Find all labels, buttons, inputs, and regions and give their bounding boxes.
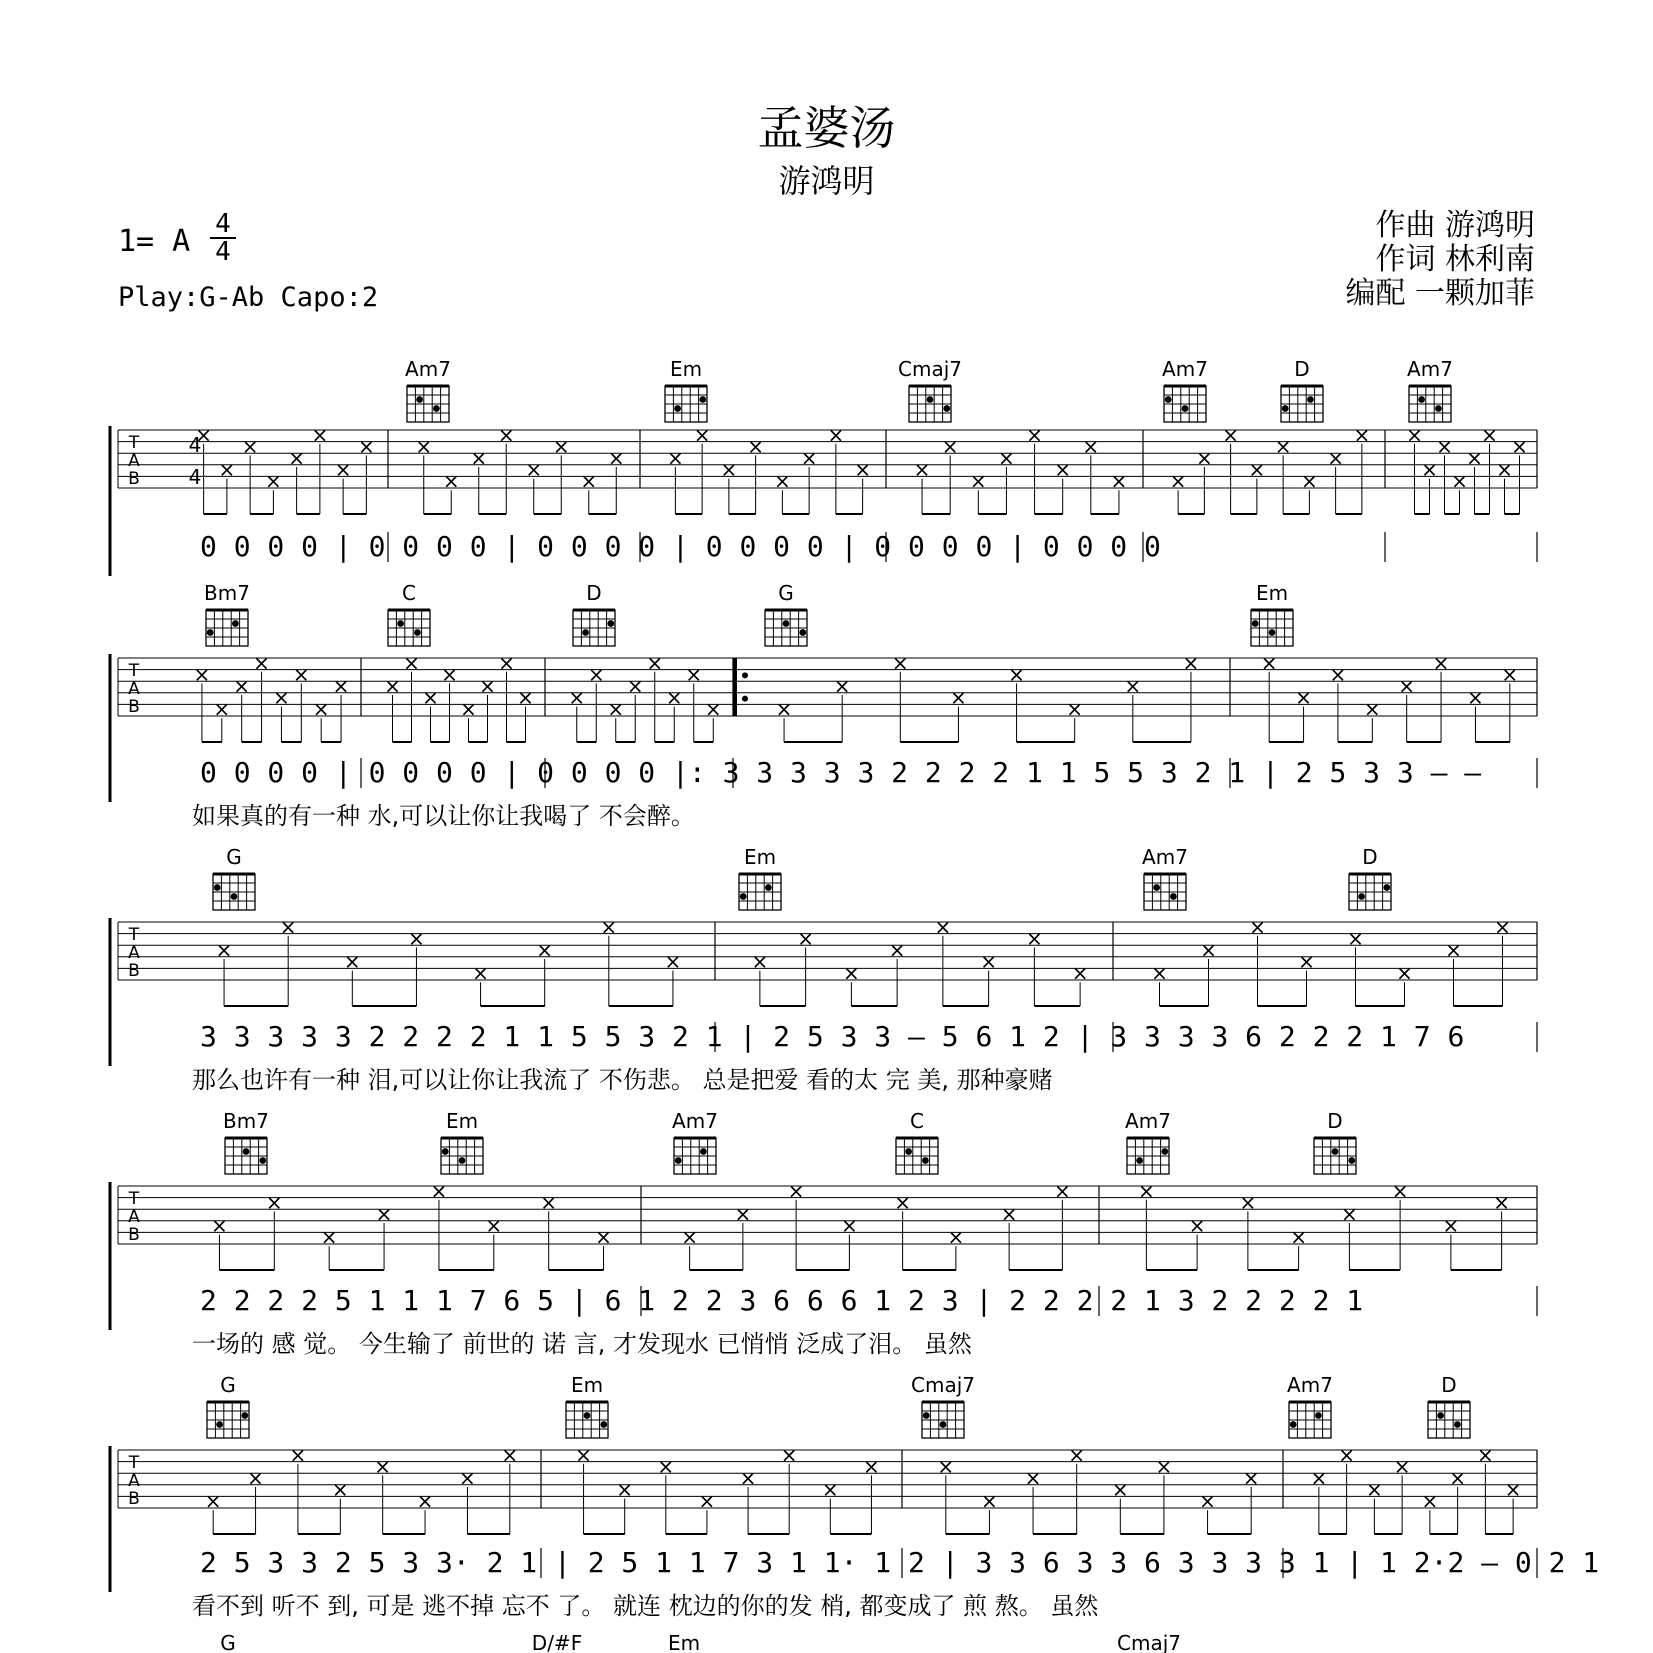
tab-clef-letter: T [128, 661, 140, 681]
tab-mark: × [1298, 949, 1315, 974]
tab-mark: × [459, 1466, 476, 1490]
tab-mark: × [666, 446, 684, 470]
tab-mark: × [1110, 469, 1128, 494]
chord-name: Am7 [1287, 1373, 1333, 1397]
tab-mark: × [751, 949, 769, 974]
tab-mark: × [595, 1225, 612, 1250]
tab-mark: × [941, 434, 959, 459]
tab-mark: × [720, 457, 738, 482]
chord-finger-dot [1307, 396, 1314, 403]
chord-finger-dot [1170, 893, 1177, 900]
tab-mark: × [854, 457, 872, 482]
tab-mark: × [233, 674, 251, 698]
tab-clef-letter: B [128, 961, 140, 981]
tab-mark: × [1222, 422, 1240, 447]
tab-mark: × [441, 662, 458, 687]
tab-mark: × [292, 662, 310, 687]
chord-finger-dot [1161, 1148, 1168, 1155]
lyric-line: 看不到 听不 到, 可是 逃不掉 忘不 了。 就连 枕边的你的发 梢, 都变成了 煎 熬。 虽然 [192, 1592, 1099, 1620]
tab-mark: × [575, 1442, 592, 1467]
tab-mark: × [470, 446, 488, 470]
chord-name: G [226, 845, 242, 869]
chord-name: G [220, 1631, 236, 1653]
credit-composer: 作曲 游鸿明 [1375, 208, 1535, 243]
chord-name: D/#F [531, 1631, 583, 1653]
tab-mark: × [525, 457, 543, 482]
tab-mark: × [1124, 674, 1142, 698]
tab-mark: × [289, 1442, 307, 1467]
tab-time-top: 4 [188, 433, 202, 457]
chord-name: Cmaj7 [898, 357, 962, 381]
tab-mark: × [580, 469, 598, 494]
tab-mark: × [734, 1202, 752, 1226]
tab-mark: × [1248, 457, 1266, 482]
tab-mark: × [204, 1489, 222, 1514]
tab-mark: × [422, 685, 439, 710]
tab-mark: × [1467, 685, 1484, 710]
chord-name: D [1327, 1109, 1343, 1133]
tab-clef-letter: A [128, 1471, 140, 1491]
artist-name: 游鸿明 [778, 162, 875, 200]
tab-mark: × [1169, 469, 1187, 494]
tab-mark: × [1432, 650, 1450, 675]
tab-mark: × [664, 949, 682, 974]
tab-mark: × [665, 685, 683, 710]
tab-mark: × [332, 674, 350, 698]
tab-mark: × [1054, 457, 1072, 482]
tab-mark: × [253, 650, 270, 675]
chord-finger-dot [943, 405, 950, 412]
tab-mark: × [374, 1454, 392, 1479]
chord-name: D [586, 581, 602, 605]
tab-time-bottom: 4 [188, 465, 202, 489]
tab-mark: × [1398, 674, 1416, 698]
tab-mark: × [1260, 650, 1278, 675]
chord-name: C [910, 1109, 924, 1133]
tab-mark: × [739, 1466, 757, 1490]
tab-clef-letter: T [128, 1189, 140, 1209]
chord-finger-dot [1454, 1421, 1461, 1428]
tab-mark: × [1242, 1466, 1260, 1490]
chord-finger-dot [259, 1157, 266, 1164]
time-signature-top: 4 [215, 209, 231, 239]
tab-mark: × [1511, 434, 1528, 459]
chord-finger-dot [765, 884, 772, 891]
key-signature: 1= A [118, 224, 191, 259]
chord-finger-dot [1136, 1157, 1143, 1164]
tab-mark: × [1151, 961, 1168, 986]
credit-lyricist: 作词 林利南 [1375, 242, 1535, 277]
tab-mark: × [1082, 434, 1100, 459]
tab-mark: × [646, 650, 664, 675]
tab-mark: × [1466, 446, 1483, 470]
chord-finger-dot [397, 620, 404, 627]
chord-name: Am7 [405, 357, 451, 381]
chord-name: Am7 [1142, 845, 1188, 869]
tab-mark: × [241, 434, 259, 459]
numbered-notation: 2 2 2 2 5 1 1 1 7 6 5 | 6 1 2 2 3 6 6 6 1 2 3 | 2 2 2 2 1 3 2 2 2 2 1 [200, 1284, 1364, 1317]
chord-name: Am7 [1125, 1109, 1171, 1133]
repeat-dot [742, 696, 748, 702]
tab-mark: × [408, 926, 425, 951]
tab-mark: × [998, 446, 1015, 470]
tab-mark: × [827, 422, 845, 447]
tab-mark: × [787, 1178, 805, 1203]
tab-mark: × [1449, 1466, 1467, 1490]
tab-mark: × [1421, 457, 1438, 482]
chord-finger-dot [674, 405, 681, 412]
time-signature-bottom: 4 [215, 237, 231, 267]
credit-arranger: 编配 一颗加菲 [1345, 276, 1535, 311]
tab-clef-letter: B [128, 1225, 140, 1245]
tab-mark: × [1436, 434, 1453, 459]
tab-mark: × [600, 914, 618, 939]
tab-mark: × [357, 434, 375, 459]
tab-clef-letter: A [128, 1207, 140, 1227]
tab-mark: × [334, 457, 352, 482]
tab-mark: × [213, 697, 231, 722]
lyric-line: 那么也许有一种 泪,可以让你让我流了 不伤悲。 总是把爱 看的太 完 美, 那种豪赌 [192, 1066, 1053, 1094]
chord-finger-dot [1182, 405, 1189, 412]
chord-finger-dot [1358, 893, 1365, 900]
tab-mark: × [568, 685, 586, 710]
chord-finger-dot [783, 620, 790, 627]
tab-mark: × [430, 1178, 448, 1203]
tab-mark: × [1340, 1202, 1358, 1226]
tab-mark: × [1068, 1442, 1086, 1467]
chord-name: Em [669, 357, 703, 381]
tab-mark: × [947, 1225, 965, 1250]
chord-finger-dot [414, 629, 421, 636]
tab-mark: × [937, 1454, 955, 1479]
chord-finger-dot [241, 1412, 248, 1419]
chord-name: Cmaj7 [1117, 1631, 1181, 1653]
tab-mark: × [311, 422, 329, 447]
chord-finger-dot [607, 620, 614, 627]
tab-mark: × [1290, 1225, 1308, 1250]
chord-finger-dot [699, 396, 706, 403]
chord-finger-dot [905, 1148, 912, 1155]
tab-mark: × [485, 1213, 503, 1238]
chord-finger-dot [675, 1157, 682, 1164]
tab-mark: × [1365, 1477, 1383, 1502]
chord-name: Em [743, 845, 777, 869]
tab-mark: × [1024, 1466, 1042, 1490]
tab-clef-letter: B [128, 1489, 140, 1509]
tab-mark: × [312, 697, 330, 722]
tab-mark: × [685, 662, 703, 687]
chord-finger-dot [923, 1412, 930, 1419]
chord-name: D [1294, 357, 1310, 381]
song-title: 孟婆汤 [757, 101, 896, 155]
tab-mark: × [587, 662, 605, 687]
chord-finger-dot [584, 1412, 591, 1419]
chord-finger-dot [922, 1157, 929, 1164]
tab-mark: × [472, 961, 489, 986]
tab-mark: × [780, 1442, 798, 1467]
tab-mark: × [1199, 1489, 1216, 1514]
tab-clef-letter: A [128, 451, 140, 471]
tab-mark: × [1393, 1454, 1411, 1479]
tab-clef-letter: T [128, 1453, 140, 1473]
tab-mark: × [536, 938, 554, 962]
chord-name: C [402, 581, 416, 605]
tab-mark: × [1155, 1454, 1173, 1479]
tab-mark: × [704, 697, 722, 722]
tab-mark: × [498, 650, 515, 675]
numbered-notation: 2 5 3 3 2 5 3 3· 2 1 | 2 5 1 1 7 3 1 1· 1 2 | 3 3 6 3 3 6 3 3 3 3 1 | 1 2·2 – 0 2 1 [200, 1546, 1600, 1579]
chord-finger-dot [1282, 405, 1289, 412]
tab-mark: × [773, 469, 791, 494]
tab-mark: × [1182, 650, 1200, 675]
tab-mark: × [195, 422, 213, 447]
tab-mark: × [1504, 1477, 1522, 1502]
tab-mark: × [607, 697, 625, 722]
chord-finger-dot [1315, 1412, 1322, 1419]
chord-finger-dot [1153, 884, 1160, 891]
chord-finger-dot [600, 1421, 607, 1428]
tab-mark: × [1442, 1213, 1460, 1238]
tab-mark: × [416, 1489, 434, 1514]
tab-mark: × [1496, 457, 1513, 482]
tab-mark: × [616, 1477, 634, 1502]
tab-mark: × [1008, 662, 1025, 687]
tab-mark: × [265, 1190, 283, 1215]
chord-name: Am7 [672, 1109, 718, 1133]
tab-mark: × [1137, 1178, 1155, 1203]
tab-mark: × [840, 1213, 858, 1238]
tab-clef-letter: T [128, 925, 140, 945]
tab-mark: × [1501, 662, 1519, 687]
chord-finger-dot [1437, 1412, 1444, 1419]
tab-mark: × [894, 1190, 912, 1215]
tab-mark: × [1310, 1466, 1328, 1490]
chord-finger-dot [700, 1148, 707, 1155]
tab-mark: × [460, 697, 477, 722]
chord-finger-dot [214, 884, 221, 891]
tab-mark: × [1481, 422, 1498, 447]
chord-name: D [1362, 845, 1378, 869]
play-capo-info: Play:G-Ab Capo:2 [118, 282, 379, 313]
tab-mark: × [501, 1442, 519, 1467]
tab-mark: × [950, 685, 967, 710]
tab-mark: × [863, 1454, 880, 1479]
tab-mark: × [1200, 938, 1217, 962]
chord-finger-dot [940, 1421, 947, 1428]
tab-mark: × [1445, 938, 1462, 962]
tab-mark: × [497, 422, 515, 447]
chord-finger-dot [927, 396, 934, 403]
chord-name: G [220, 1373, 236, 1397]
chord-finger-dot [232, 620, 239, 627]
chord-finger-dot [582, 629, 589, 636]
tab-mark: × [1071, 961, 1089, 986]
tab-mark: × [1327, 446, 1345, 470]
tab-mark: × [657, 1454, 675, 1479]
tab-mark: × [1274, 434, 1292, 459]
tab-mark: × [517, 685, 534, 710]
chord-finger-dot [1435, 405, 1442, 412]
numbered-notation: 0 0 0 0 | 0 0 0 0 | 0 0 0 0 | 0 0 0 0 | 0 0 0 0 | 0 0 0 0 [200, 530, 1161, 563]
tab-mark: × [1421, 1489, 1439, 1514]
chord-name: Em [1255, 581, 1289, 605]
tab-mark: × [552, 434, 570, 459]
tab-mark: × [279, 914, 297, 939]
tab-mark: × [1188, 1213, 1206, 1238]
chord-finger-dot [1290, 1421, 1297, 1428]
tab-mark: × [891, 650, 909, 675]
tab-mark: × [981, 1489, 998, 1514]
tab-mark: × [1239, 1190, 1257, 1215]
chord-name: Am7 [1162, 357, 1208, 381]
tab-mark: × [1347, 926, 1364, 951]
chord-finger-dot [416, 396, 423, 403]
tab-mark: × [1025, 926, 1043, 951]
chord-finger-dot [243, 1148, 250, 1155]
tab-mark: × [343, 949, 361, 974]
numbered-notation: 0 0 0 0 | 0 0 0 0 | 0 0 0 0 |: 3 3 3 3 3 2 2 2 2 1 1 5 5 3 2 1 | 2 5 3 3 – – [200, 756, 1482, 789]
tab-mark: × [442, 469, 460, 494]
chord-finger-dot [1252, 620, 1259, 627]
tab-clef-letter: T [128, 433, 140, 453]
tab-mark: × [1363, 697, 1381, 722]
tab-mark: × [540, 1190, 558, 1215]
chord-name: Em [667, 1631, 701, 1653]
tab-mark: × [1451, 469, 1468, 494]
tab-mark: × [1053, 1178, 1071, 1203]
tab-clef-letter: B [128, 469, 140, 489]
chord-name: Bm7 [223, 1109, 269, 1133]
tab-mark: × [403, 650, 420, 675]
chord-finger-dot [1383, 884, 1390, 891]
chord-finger-dot [459, 1157, 466, 1164]
tab-mark: × [1111, 1477, 1129, 1502]
tab-mark: × [1391, 1178, 1409, 1203]
tab-clef-letter: A [128, 679, 140, 699]
chord-finger-dot [216, 1421, 223, 1428]
chord-finger-dot [1418, 396, 1425, 403]
chord-finger-dot [231, 893, 238, 900]
tab-mark: × [273, 685, 290, 710]
tab-mark: × [747, 434, 765, 459]
tab-mark: × [1000, 1202, 1018, 1226]
chord-name: G [778, 581, 794, 605]
tab-mark: × [913, 457, 931, 482]
tab-mark: × [1406, 422, 1423, 447]
tab-mark: × [320, 1225, 338, 1250]
tab-mark: × [1300, 469, 1318, 494]
tab-mark: × [193, 662, 211, 687]
tab-mark: × [384, 674, 401, 698]
tab-mark: × [1066, 697, 1084, 722]
tab-mark: × [980, 949, 998, 974]
chord-finger-dot [799, 629, 806, 636]
tab-mark: × [1195, 446, 1213, 470]
chord-finger-dot [1269, 629, 1276, 636]
tab-mark: × [288, 446, 306, 470]
tab-mark: × [698, 1489, 716, 1514]
tab-mark: × [1338, 1442, 1356, 1467]
chord-finger-dot [207, 629, 214, 636]
tab-mark: × [1493, 1190, 1511, 1215]
tab-mark: × [1329, 662, 1347, 687]
tab-mark: × [888, 938, 906, 962]
tab-mark: × [1353, 422, 1371, 447]
tab-mark: × [797, 926, 815, 951]
lyric-line: 一场的 感 觉。 今生输了 前世的 诺 言, 才发现水 已悄悄 泛成了泪。 虽然 [192, 1330, 972, 1358]
chord-finger-dot [1332, 1148, 1339, 1155]
tab-mark: × [1026, 422, 1043, 447]
tab-mark: × [247, 1466, 264, 1490]
tab-mark: × [693, 422, 711, 447]
tab-mark: × [211, 1213, 228, 1238]
tab-mark: × [1295, 685, 1312, 710]
tab-mark: × [842, 961, 860, 986]
tab-mark: × [375, 1202, 393, 1226]
tab-clef-letter: B [128, 697, 140, 717]
chord-finger-dot [740, 893, 747, 900]
chord-finger-dot [442, 1148, 449, 1155]
chord-name: Cmaj7 [911, 1373, 975, 1397]
tab-mark: × [800, 446, 818, 470]
tab-mark: × [607, 446, 625, 470]
tab-mark: × [331, 1477, 349, 1502]
tab-mark: × [821, 1477, 839, 1502]
chord-finger-dot [433, 405, 440, 412]
repeat-dot [742, 672, 748, 678]
tab-mark: × [1249, 914, 1266, 939]
chord-name: Em [570, 1373, 604, 1397]
tab-mark: × [1396, 961, 1413, 986]
chord-name: Am7 [1407, 357, 1453, 381]
tab-mark: × [626, 674, 644, 698]
tab-clef-letter: A [128, 943, 140, 963]
tab-mark: × [833, 674, 851, 698]
chord-name: D [1441, 1373, 1457, 1397]
tab-mark: × [264, 469, 282, 494]
tab-mark: × [1476, 1442, 1494, 1467]
chord-finger-dot [1165, 396, 1172, 403]
chord-finger-dot [1348, 1157, 1355, 1164]
tab-mark: × [775, 697, 793, 722]
tab-mark: × [681, 1225, 699, 1250]
numbered-notation: 3 3 3 3 3 2 2 2 2 1 1 5 5 3 2 1 | 2 5 3 3 – 5 6 1 2 | 3 3 3 3 6 2 2 2 1 7 6 [200, 1020, 1465, 1053]
tab-mark: × [1494, 914, 1511, 939]
chord-name: Bm7 [204, 581, 250, 605]
tab-mark: × [218, 457, 236, 482]
chord-name: Em [445, 1109, 479, 1133]
tab-mark: × [934, 914, 952, 939]
tab-mark: × [215, 938, 233, 962]
tab-mark: × [479, 674, 496, 698]
tab-mark: × [415, 434, 433, 459]
tab-mark: × [969, 469, 987, 494]
lyric-line: 如果真的有一种 水,可以让你让我喝了 不会醉。 [192, 802, 695, 830]
